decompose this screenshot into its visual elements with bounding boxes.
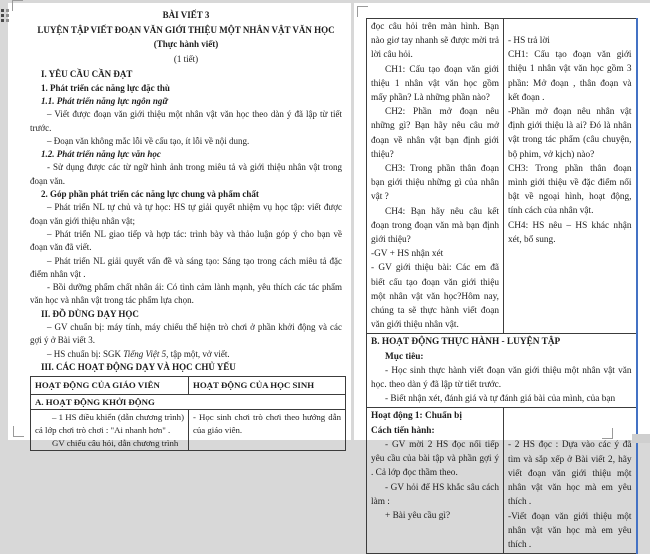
body-paragraph: - Bồi dưỡng phẩm chất nhân ái: Có tình cảm lành mạnh, yêu thích các tác phẩm văn học và nhân vật trong tác phẩm lựa chọn. bbox=[30, 282, 342, 306]
body-paragraph: 1.1. Phát triển năng lực ngôn ngữ bbox=[41, 95, 168, 106]
table-row-continued bbox=[367, 19, 637, 334]
table-paragraph: CH3: Trong phần thân đoạn mình giới thiệu về đặc điểm nổi bật về ngoại hình, hoạt động, tính cách của nhân vật. bbox=[508, 163, 632, 217]
table-paragraph: - Học sinh chơi trò chơi theo hướng dẫn của giáo viên. bbox=[193, 412, 341, 435]
table-paragraph: CH1: Cấu tạo đoạn văn giới thiệu 1 nhân vật văn học gồm 3 phần: Mở đoạn , thân đoạn và kết đoạn . bbox=[508, 50, 632, 103]
crop-mark bbox=[602, 428, 613, 439]
title-line: BÀI VIẾT 3 bbox=[162, 10, 210, 20]
sgk-prefix: – HS chuẩn bị: SGK bbox=[47, 348, 124, 359]
crop-mark bbox=[13, 426, 24, 437]
body-paragraph: 1. Phát triển các năng lực đặc thù bbox=[41, 82, 170, 93]
table-paragraph: Mục tiêu: bbox=[385, 351, 424, 362]
table-paragraph: - GV hỏi để HS khắc sâu cách làm : bbox=[371, 482, 499, 507]
body-paragraph: III. CÁC HOẠT ĐỘNG DẠY VÀ HỌC CHỦ YẾU bbox=[41, 361, 236, 372]
title-line: LUYỆN TẬP VIẾT ĐOẠN VĂN GIỚI THIỆU MỘT NHÂN VẬT VĂN HỌC bbox=[37, 24, 335, 35]
table-paragraph: - Biết nhận xét, đánh giá và tự đánh giá bài của mình, của bạn bbox=[385, 394, 616, 405]
sgk-book-title: Tiếng Việt 5 bbox=[123, 348, 167, 359]
section-yeu-cau bbox=[30, 68, 342, 347]
table-paragraph: - Học sinh thực hành viết đoạn văn giới thiệu một nhân vật văn học. theo dàn ý đã lập từ tiết trước. bbox=[371, 365, 632, 391]
table-paragraph: GV chiếu câu hỏi, dẫn chương trình bbox=[52, 437, 179, 448]
table-header-row bbox=[31, 377, 346, 395]
sgk-suffix: , tập một, vở viết. bbox=[166, 348, 230, 359]
body-paragraph: – Đoạn văn không mắc lỗi về cấu tạo, ít lỗi về nội dung. bbox=[47, 135, 250, 146]
table-paragraph: đọc câu hỏi trên màn hình. Bạn nào giơ tay nhanh sẽ được mời trả lời câu hỏi. bbox=[371, 22, 499, 61]
activities-table-page-1 bbox=[30, 376, 346, 451]
body-paragraph: 2. Góp phần phát triển các năng lực chung và phẩm chất bbox=[41, 189, 259, 200]
page-edge-shadow bbox=[632, 434, 650, 443]
table-paragraph: Hoạt động 1: Chuẩn bị bbox=[371, 411, 462, 422]
table-row bbox=[31, 410, 346, 451]
dots-grid-icon bbox=[1, 9, 10, 29]
table-paragraph: -Phần mở đoạn nêu nhân vật định giới thiệu là ai? Đó là nhân vật trong tác phẩm (câu chuyện, bộ phim, vở kịch) nào? bbox=[508, 107, 632, 160]
body-paragraph: – Phát triển NL tự chủ và tự học: HS tự giải quyết nhiệm vụ học tập: viết được đoạn văn giới thiệu nhân vật; bbox=[30, 202, 342, 226]
activities-table-page-2 bbox=[366, 18, 638, 554]
table-paragraph: CH1: Cấu tạo đoạn văn giới thiệu 1 nhân vật văn học gồm mấy phần? Là những phần nào? bbox=[371, 64, 499, 104]
crop-mark bbox=[12, 0, 23, 11]
body-paragraph: – Phát triển NL giao tiếp và hợp tác: trình bày và thảo luận góp ý cho bạn về đoạn văn đã viết. bbox=[30, 228, 342, 253]
section-a-cell: A. HOẠT ĐỘNG KHỞI ĐỘNG bbox=[31, 394, 346, 410]
table-paragraph: - HS trả lời bbox=[508, 36, 550, 46]
table-paragraph: - GV giới thiệu bài: Các em đã biết cấu tạo đoạn văn giới thiệu một nhân vật văn học?Hôm nay, chúng ta sẽ thực hành viết đoạn văn giới thiệu nhân vật. bbox=[371, 263, 499, 331]
document-title-block bbox=[30, 8, 342, 66]
header-cell-giao-vien: HOẠT ĐỘNG CỦA GIÁO VIÊN bbox=[31, 377, 189, 395]
document-page-1 bbox=[8, 3, 351, 448]
table-paragraph: + Bài yêu cầu gì? bbox=[385, 510, 451, 521]
body-paragraph: - Sử dụng được các từ ngữ hình ảnh trong miêu tả và giới thiệu nhân vật trong đoạn văn. bbox=[30, 162, 342, 186]
title-line: (1 tiết) bbox=[173, 53, 199, 64]
body-paragraph: II. ĐỒ DÙNG DẠY HỌC bbox=[41, 308, 139, 319]
table-paragraph: – 1 HS điều khiển (dẫn chương trình) cả lớp chơi trò chơi : "Ai nhanh hơn" . bbox=[35, 412, 184, 435]
hs-activity-cell bbox=[504, 408, 637, 554]
hs-activity-cell bbox=[504, 19, 637, 334]
section-b-cell bbox=[367, 334, 637, 408]
crop-mark bbox=[357, 6, 368, 17]
section-row-khoi-dong bbox=[31, 394, 346, 410]
table-paragraph: B. HOẠT ĐỘNG THỰC HÀNH - LUYỆN TẬP bbox=[371, 337, 561, 348]
gv-activity-cell bbox=[367, 19, 504, 334]
body-paragraph: – Viết được đoạn văn giới thiệu một nhân vật văn học theo dàn ý đã lập từ tiết trước. bbox=[30, 109, 342, 133]
header-cell-hoc-sinh: HOẠT ĐỘNG CỦA HỌC SINH bbox=[189, 377, 346, 395]
body-paragraph: 1.2. Phát triển năng lực văn học bbox=[41, 149, 161, 160]
hs-chuan-bi-line bbox=[30, 348, 342, 361]
gv-activity-cell bbox=[31, 410, 189, 451]
body-paragraph: – GV chuẩn bị: máy tính, máy chiếu thể hiện trò chơi ở phần khởi động và các gợi ý ở Bài viết 3. bbox=[30, 322, 342, 346]
title-line: (Thực hành viết) bbox=[153, 39, 219, 50]
table-paragraph: Cách tiến hành: bbox=[371, 425, 435, 436]
table-paragraph: -Viết đoạn văn giới thiệu một nhân vật văn học mà em yêu thích . bbox=[508, 511, 632, 550]
table-paragraph: -GV + HS nhận xét bbox=[371, 249, 444, 260]
page-1-content bbox=[8, 3, 351, 451]
document-page-2 bbox=[354, 3, 650, 550]
table-paragraph: CH4: Bạn hãy nêu câu kết đoạn trong đoạn văn mà bạn định giới thiệu? bbox=[371, 206, 499, 246]
table-paragraph: - 2 HS đọc : Dựa vào các ý đã tìm và sắp xếp ở Bài viết 2, hãy viết đoạn văn giới thiệu một nhân vật văn học mà em yêu thích . bbox=[508, 440, 632, 508]
table-paragraph: - GV mời 2 HS đọc nối tiếp yêu cầu của bài tập và phần gợi ý . Cả lớp đọc thầm theo. bbox=[371, 439, 499, 479]
table-row-hoat-dong-1 bbox=[367, 408, 637, 554]
body-paragraph: I. YÊU CẦU CẦN ĐẠT bbox=[41, 69, 133, 80]
table-paragraph: CH4: HS nêu – HS khác nhận xét, bổ sung. bbox=[508, 220, 632, 245]
section-row-thuc-hanh bbox=[367, 334, 637, 408]
body-paragraph: – Phát triển NL giải quyết vấn đề và sáng tạo: Sáng tạo trong cách miêu tả đặc điểm nhân vật . bbox=[30, 255, 342, 279]
hs-activity-cell bbox=[189, 410, 346, 451]
section-cac-hoat-dong bbox=[30, 361, 342, 374]
table-paragraph: CH3: Trong phần thân đoạn bạn giới thiệu những gì của nhân vật ? bbox=[371, 164, 499, 203]
gv-activity-cell bbox=[367, 408, 504, 554]
table-paragraph: CH2: Phần mở đoạn nêu những gì? Bạn hãy nêu câu mở đoạn về nhân vật bạn định giới thiệu? bbox=[371, 107, 499, 160]
